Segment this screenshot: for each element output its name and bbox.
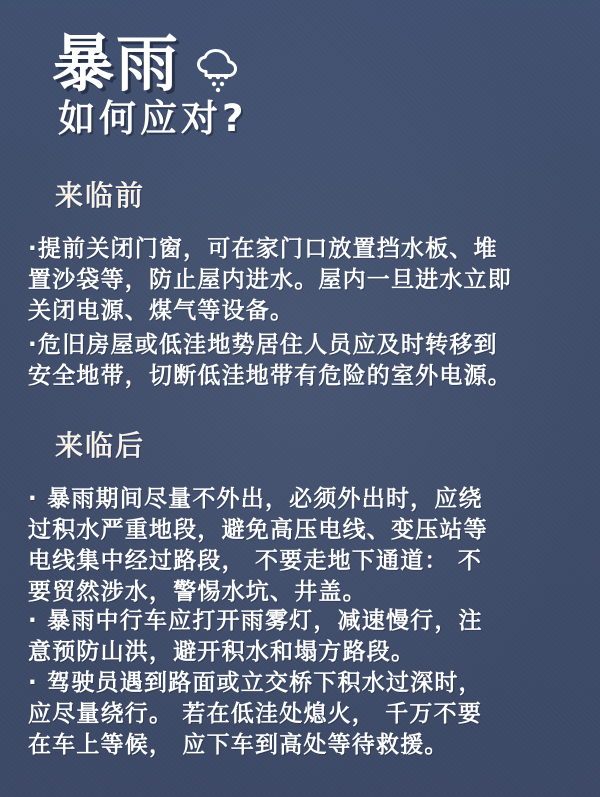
after-bullet-item-2: · 暴雨中行车应打开雨雾灯，减速慢行，注 意预防山洪，避开积水和塌方路段。 xyxy=(28,608,483,665)
section-heading-after: 来临后 xyxy=(55,429,146,462)
heavy-rain-cloud-icon xyxy=(196,49,238,93)
before-bullet-item-2: ·危旧房屋或低洼地势居住人员应及时转移到 安全地带，切断低洼地带有危险的室外电源。 xyxy=(28,332,512,389)
page-subtitle: 如何应对? xyxy=(58,97,248,140)
section-heading-before: 来临前 xyxy=(55,179,146,212)
before-bullet-item-1: ·提前关闭门窗，可在家门口放置挡水板、堆 置沙袋等，防止屋内进水。屋内一旦进水立即 关闭电源、煤气等设备。 xyxy=(28,236,512,324)
page-title: 暴雨 xyxy=(52,27,181,100)
after-bullet-item-3: · 驾驶员遇到路面或立交桥下积水过深时， 应尽量绕行。 若在低洼处熄火， 千万不要 在车上等候， 应下车到高处等待救援。 xyxy=(28,670,483,758)
after-bullet-item-1: · 暴雨期间尽量不外出，必须外出时，应绕 过积水严重地段，避免高压电线、变压站等 电线集中经过路段， 不要走地下通道： 不 要贸然涉水，警惕水坑、井盖。 xyxy=(28,486,488,605)
